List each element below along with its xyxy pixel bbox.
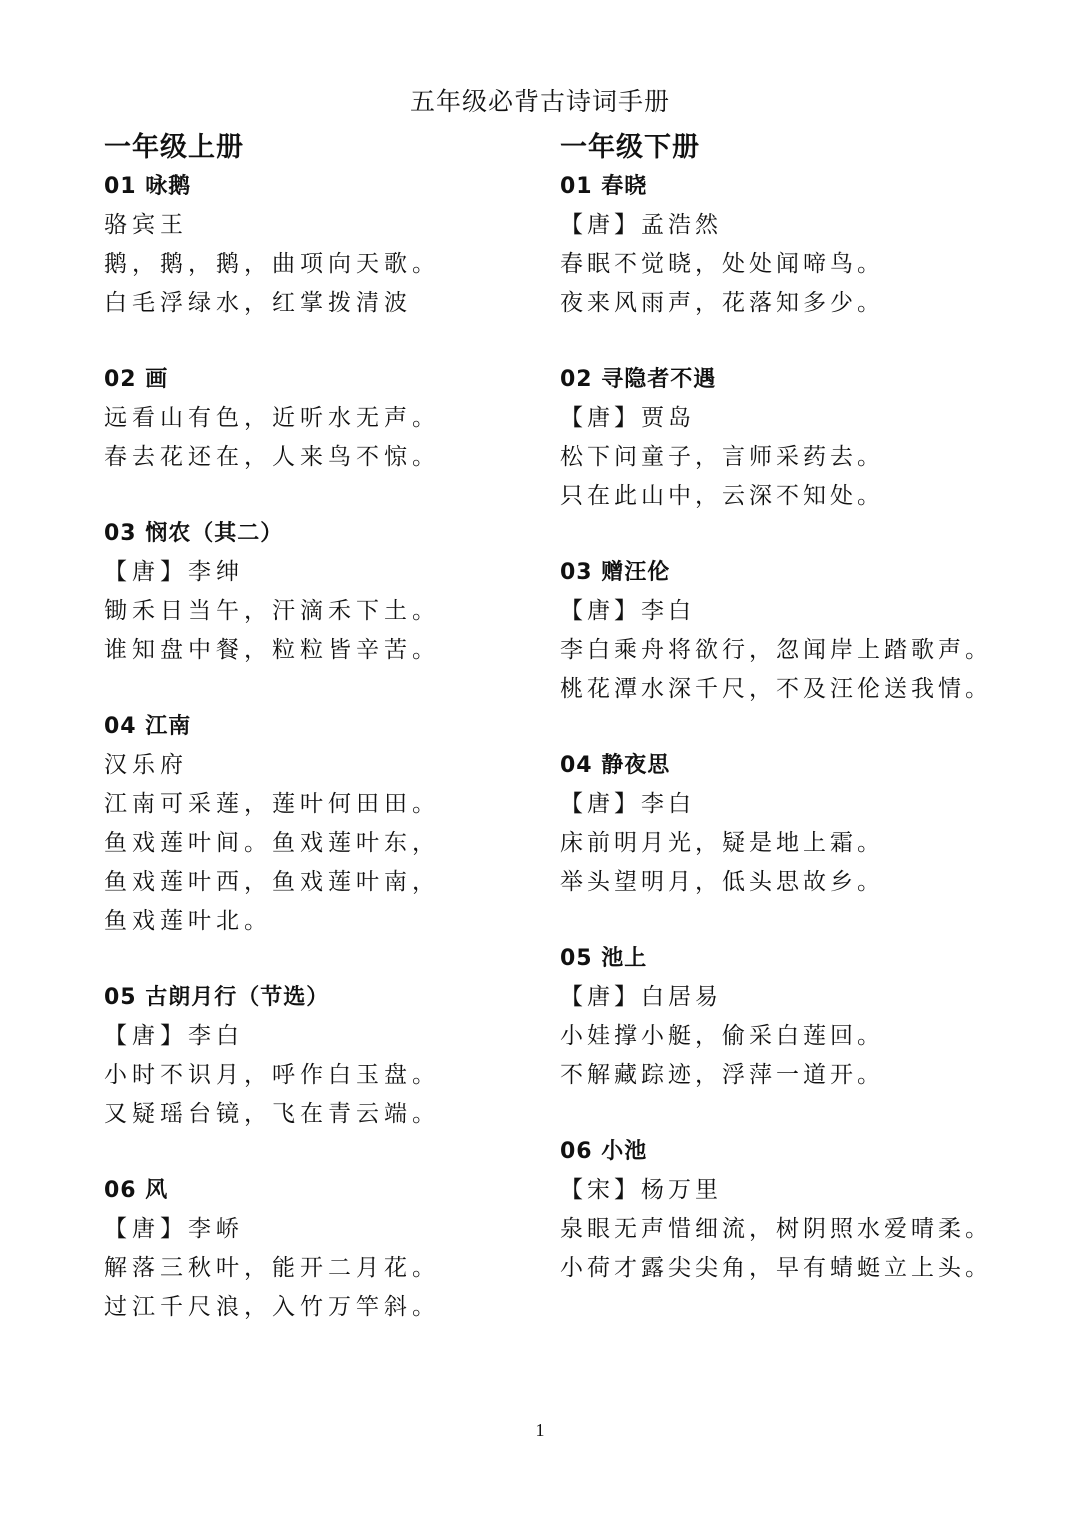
poem-title: 06 风	[104, 1178, 169, 1203]
poem-list	[104, 168, 574, 1327]
document-title: 五年级必背古诗词手册	[409, 87, 670, 116]
poem-line: 鹅，鹅，鹅，曲项向天歌。	[104, 251, 440, 277]
poem-title: 01 春晓	[560, 174, 648, 199]
poem-title: 04 静夜思	[560, 753, 671, 778]
poem-line: 桃花潭水深千尺，不及汪伦送我情。	[560, 676, 992, 702]
poem-title: 04 江南	[104, 714, 192, 739]
column-left	[104, 128, 574, 1365]
poem-title: 05 池上	[560, 946, 648, 971]
poem-entry	[560, 361, 1030, 516]
poem-line: 夜来风雨声，花落知多少。	[560, 290, 884, 316]
section-heading: 一年级下册	[560, 132, 700, 163]
poem-title: 02 画	[104, 367, 169, 392]
poem-author: 【唐】李白	[560, 598, 695, 624]
poem-line: 鱼戏莲叶北。	[104, 908, 272, 934]
poem-line: 远看山有色，近听水无声。	[104, 405, 440, 431]
poem-line: 鱼戏莲叶间。鱼戏莲叶东，	[104, 830, 440, 856]
poem-title: 03 悯农（其二）	[104, 521, 284, 546]
poem-entry	[560, 1133, 1030, 1288]
poem-line: 谁知盘中餐，粒粒皆辛苦。	[104, 637, 440, 663]
poem-author: 【唐】贾岛	[560, 405, 695, 431]
poem-title: 01 咏鹅	[104, 174, 192, 199]
poem-line: 李白乘舟将欲行，忽闻岸上踏歌声。	[560, 637, 992, 663]
poem-line: 白毛浮绿水，红掌拨清波	[104, 290, 412, 316]
poem-line: 不解藏踪迹，浮萍一道开。	[560, 1062, 884, 1088]
poem-line: 松下问童子，言师采药去。	[560, 444, 884, 470]
column-right	[560, 128, 1030, 1326]
poem-title: 05 古朗月行（节选）	[104, 985, 330, 1010]
poem-line: 举头望明月，低头思故乡。	[560, 869, 884, 895]
poem-line: 小荷才露尖尖角，早有蜻蜓立上头。	[560, 1255, 992, 1281]
section-heading: 一年级上册	[104, 132, 244, 163]
poem-entry	[104, 708, 574, 941]
poem-line: 小时不识月，呼作白玉盘。	[104, 1062, 440, 1088]
poem-entry	[104, 1172, 574, 1327]
poem-author: 【唐】白居易	[560, 984, 722, 1010]
poem-line: 鱼戏莲叶西，鱼戏莲叶南，	[104, 869, 440, 895]
poem-entry	[104, 168, 574, 323]
poem-entry	[560, 940, 1030, 1095]
poem-line: 江南可采莲，莲叶何田田。	[104, 791, 440, 817]
poem-line: 解落三秋叶，能开二月花。	[104, 1255, 440, 1281]
poem-line: 春去花还在，人来鸟不惊。	[104, 444, 440, 470]
poem-entry	[104, 515, 574, 670]
poem-title: 03 赠汪伦	[560, 560, 671, 585]
poem-author: 【唐】李白	[560, 791, 695, 817]
poem-entry	[560, 554, 1030, 709]
page-number: 1	[535, 1420, 545, 1440]
poem-author: 【唐】李白	[104, 1023, 244, 1049]
poem-author: 【宋】杨万里	[560, 1177, 722, 1203]
poem-line: 只在此山中，云深不知处。	[560, 483, 884, 509]
poem-line: 春眠不觉晓，处处闻啼鸟。	[560, 251, 884, 277]
poem-title: 06 小池	[560, 1139, 648, 1164]
poem-title: 02 寻隐者不遇	[560, 367, 717, 392]
poem-author: 【唐】李峤	[104, 1216, 244, 1242]
poem-list	[560, 168, 1030, 1288]
poem-line: 过江千尺浪，入竹万竿斜。	[104, 1294, 440, 1320]
poem-line: 锄禾日当午，汗滴禾下土。	[104, 598, 440, 624]
poem-author: 骆宾王	[104, 212, 188, 238]
poem-line: 床前明月光，疑是地上霜。	[560, 830, 884, 856]
poem-author: 汉乐府	[104, 752, 188, 778]
poem-line: 小娃撑小艇，偷采白莲回。	[560, 1023, 884, 1049]
poem-entry	[104, 979, 574, 1134]
poem-line: 又疑瑶台镜，飞在青云端。	[104, 1101, 440, 1127]
poem-author: 【唐】李绅	[104, 559, 244, 585]
poem-entry	[104, 361, 574, 477]
poem-entry	[560, 168, 1030, 323]
poem-line: 泉眼无声惜细流，树阴照水爱晴柔。	[560, 1216, 992, 1242]
poem-entry	[560, 747, 1030, 902]
poem-author: 【唐】孟浩然	[560, 212, 722, 238]
